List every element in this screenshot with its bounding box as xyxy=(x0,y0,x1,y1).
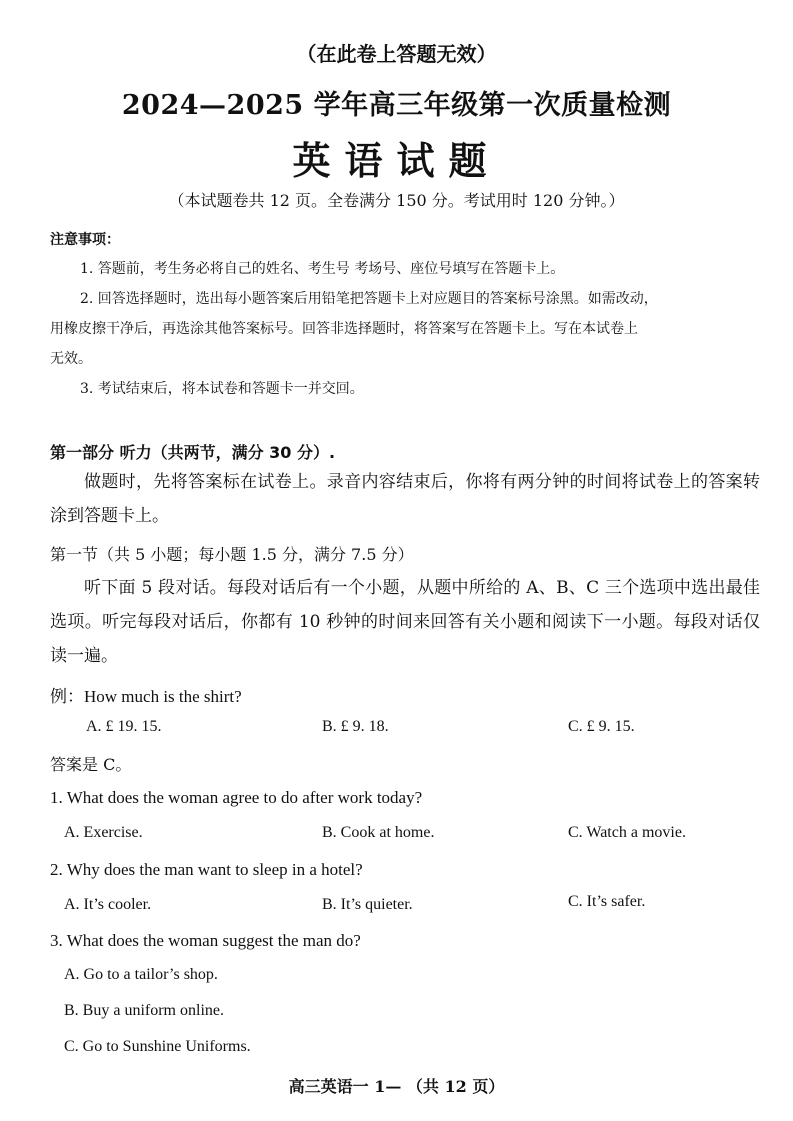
notice-item-1: 1. 答题前，考生务必将自己的姓名、考生号 考场号、座位号填写在答题卡上。 xyxy=(80,261,565,277)
notice-item-2: 2. 回答选择题时，选出每小题答案后用铅笔把答题卡上对应题目的答案标号涂黑。如需改动， xyxy=(80,291,658,307)
example-option-b: B. £ 9. 18. xyxy=(322,718,389,735)
part1-instruction: 做题时，先将答案标在试卷上。录音内容结束后，你将有两分钟的时间将试卷上的答案转涂到答题卡上。 xyxy=(50,472,760,526)
notice-item-2-end: 无效。 xyxy=(50,351,92,367)
question-2: 2. Why does the man want to sleep in a hotel? xyxy=(50,860,363,879)
question-1-option-b: B. Cook at home. xyxy=(322,824,435,841)
example-answer: 答案是 C。 xyxy=(50,755,132,774)
example-label: 例： xyxy=(50,687,84,707)
example-option-a: A. £ 19. 15. xyxy=(86,718,162,735)
question-2-option-c: C. It’s safer. xyxy=(568,893,646,910)
page-footer: 高三英语一 1— （共 12 页） xyxy=(288,1077,505,1096)
example-option-c: C. £ 9. 15. xyxy=(568,718,635,735)
notice-item-3: 3. 考试结束后，将本试卷和答题卡一并交回。 xyxy=(80,381,364,397)
question-2-option-b: B. It’s quieter. xyxy=(322,896,413,913)
question-3: 3. What does the woman suggest the man do? xyxy=(50,931,361,950)
example-question xyxy=(50,682,242,707)
section1-instruction: 听下面 5 段对话。每段对话后有一个小题，从题中所给的 A、B、C 三个选项中选出最佳选项。听完每段对话后，你都有 10 秒钟的时间来回答有关小题和阅读下一小题。每段对话仅读一遍。 xyxy=(50,578,760,666)
exam-info: （本试题卷共 12 页。全卷满分 150 分。考试用时 120 分钟。） xyxy=(168,191,625,210)
question-1-option-a: A. Exercise. xyxy=(64,824,143,841)
exam-title: 2024—2025 学年高三年级第一次质量检测 xyxy=(121,90,672,121)
question-3-option-a: A. Go to a tailor’s shop. xyxy=(64,966,218,983)
question-2-option-a: A. It’s cooler. xyxy=(64,896,152,913)
question-1: 1. What does the woman agree to do after work today? xyxy=(50,788,423,807)
subject-title: 英语试题 xyxy=(292,138,501,183)
question-1-option-c: C. Watch a movie. xyxy=(568,824,686,841)
question-3-option-b: B. Buy a uniform online. xyxy=(64,1002,224,1019)
invalid-answer-note: （在此卷上答题无效） xyxy=(296,42,497,66)
section1-heading: 第一节（共 5 小题；每小题 1.5 分，满分 7.5 分） xyxy=(50,545,414,564)
question-3-option-c: C. Go to Sunshine Uniforms. xyxy=(64,1038,251,1055)
part1-heading: 第一部分 听力（共两节，满分 30 分）. xyxy=(50,443,336,462)
notice-heading: 注意事项： xyxy=(50,232,120,248)
notice-item-2-cont: 用橡皮擦干净后，再选涂其他答案标号。回答非选择题时，将答案写在答题卡上。写在本试卷上 xyxy=(50,321,638,337)
example-question-text: How much is the shirt? xyxy=(84,687,242,706)
